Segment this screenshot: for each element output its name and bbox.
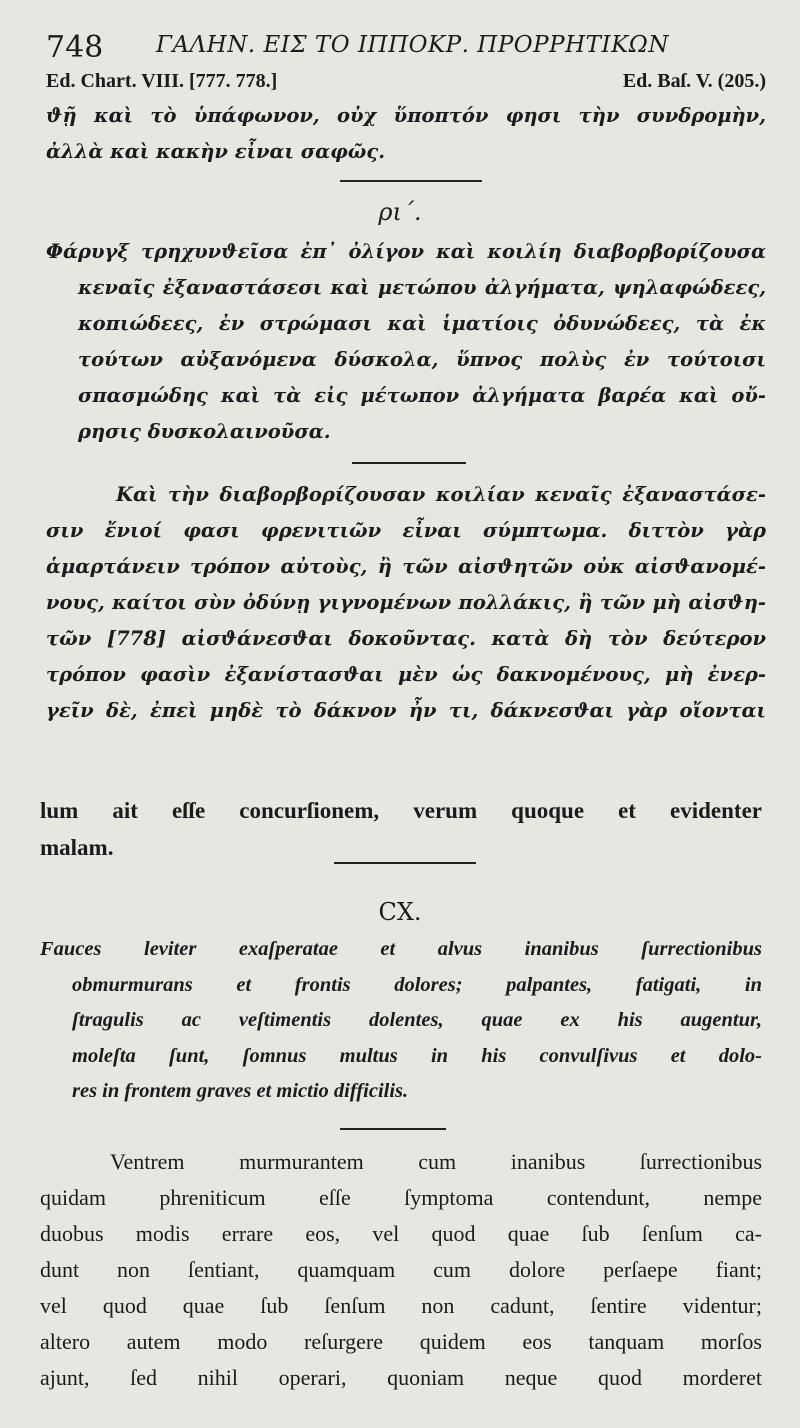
latin-commentary (40, 1144, 762, 1396)
text-line: γεῖν δὲ, ἐπεὶ μηδὲ τὸ δάκνον ἦν τι, δάκνεσϑαι γὰρ οἴονται (46, 699, 766, 722)
edition-basel-ref: Ed. Baſ. V. (205.) (622, 70, 766, 92)
page-header (46, 30, 766, 70)
text-line: ajunt, ſed nihil operari, quoniam neque quod morderet (40, 1365, 762, 1390)
text-line: ἀλλὰ καὶ κακὴν εἶναι σαφῶς. (46, 140, 386, 163)
greek-section-number: ρι΄. (378, 198, 422, 226)
section-divider (334, 862, 476, 864)
text-line: Φάρυγξ τρηχυνϑεῖσα ἐπ᾽ ὀλίγον καὶ κοιλίη διαβορβορίζουσα (46, 240, 766, 263)
page-number: 748 (46, 30, 104, 65)
text-line: lum ait eſſe concurſionem, verum quoque et evidenter (40, 798, 762, 823)
text-line: obmurmurans et frontis dolores; palpantes, fatigati, in (72, 973, 762, 996)
text-line: Καὶ τὴν διαβορβορίζουσαν κοιλίαν κεναῖς ἐξαναστάσε- (116, 483, 766, 506)
text-line: Ventrem murmurantem cum inanibus ſurrectionibus (110, 1149, 762, 1174)
text-line: κεναῖς ἐξαναστάσεσι καὶ μετώπου ἀλγήματα, ψηλαφώδεες, (78, 276, 766, 299)
text-line: moleſta ſunt, ſomnus multus in his convulſivus et dolo- (72, 1044, 762, 1067)
section-divider (352, 462, 466, 464)
text-line: malam. (40, 835, 114, 860)
running-title: ΓΑΛΗΝ. ΕΙΣ ΤΟ ΙΠΠΟΚΡ. ΠΡΟΡΡΗΤΙΚΩΝ (156, 32, 669, 58)
text-line: τῶν [778] αἰσϑάνεσϑαι δοκοῦντας. κατὰ δὴ τὸν δεύτερον (46, 627, 766, 650)
text-line: ρησις δυσκολαινοῦσα. (78, 420, 331, 443)
text-line: σιν ἔνιοί φασι φρενιτιῶν εἶναι σύμπτωμα. διττὸν γὰρ (46, 519, 766, 542)
text-line: res in frontem graves et mictio difficilis. (72, 1080, 409, 1102)
text-line: τούτων αὐξανόμενα δύσκολα, ὕπνος πολὺς ἐν τούτοισι (78, 348, 766, 371)
text-line: ϑῇ καὶ τὸ ὑπάφωνον, οὐχ ὕποπτόν φησι τὴν συνδρομὴν, (46, 104, 766, 127)
section-divider (340, 1128, 446, 1130)
text-line: dunt non ſentiant, quamquam cum dolore perſaepe fiant; (40, 1257, 762, 1282)
greek-aphorism (46, 234, 766, 450)
text-line: κοπιώδεες, ἐν στρώμασι καὶ ἱματίοις ὀδυνώδεες, τὰ ἐκ (78, 312, 766, 335)
text-line: duobus modis errare eos, vel quod quae ſub ſenſum ca- (40, 1221, 762, 1246)
text-line: σπασμώδης καὶ τὰ εἰς μέτωπον ἀλγήματα βαρέα καὶ οὔ- (78, 384, 766, 407)
text-line: quidam phreniticum eſſe ſymptoma contendunt, nempe (40, 1185, 762, 1210)
text-line: ἁμαρτάνειν τρόπον αὐτοὺς, ἢ τῶν αἰσϑητῶν οὐκ αἰσϑανομέ- (46, 555, 766, 578)
text-line: νους, καίτοι σὺν ὀδύνῃ γιγνομένων πολλάκις, ἢ τῶν μὴ αἰσϑη- (46, 591, 766, 614)
latin-section-number: CX. (378, 898, 422, 926)
text-line: ſtragulis ac veſtimentis dolentes, quae ex his augentur, (72, 1009, 762, 1031)
text-line: vel quod quae ſub ſenſum non cadunt, ſentire videntur; (40, 1293, 762, 1318)
latin-continuation (40, 792, 762, 866)
greek-continuation (46, 98, 766, 170)
section-divider (340, 180, 482, 182)
latin-aphorism (40, 932, 762, 1110)
text-line: altero autem modo reſurgere quidem eos tanquam morſos (40, 1329, 762, 1354)
edition-references (46, 70, 766, 96)
text-line: Fauces leviter exaſperatae et alvus inanibus ſurrectionibus (40, 938, 762, 960)
edition-chart-ref: Ed. Chart. VIII. [777. 778.] (46, 70, 278, 92)
text-line: τρόπον φασὶν ἐξανίστασϑαι μὲν ὡς δακνομένους, μὴ ἐνερ- (46, 663, 766, 686)
greek-commentary (46, 477, 766, 729)
